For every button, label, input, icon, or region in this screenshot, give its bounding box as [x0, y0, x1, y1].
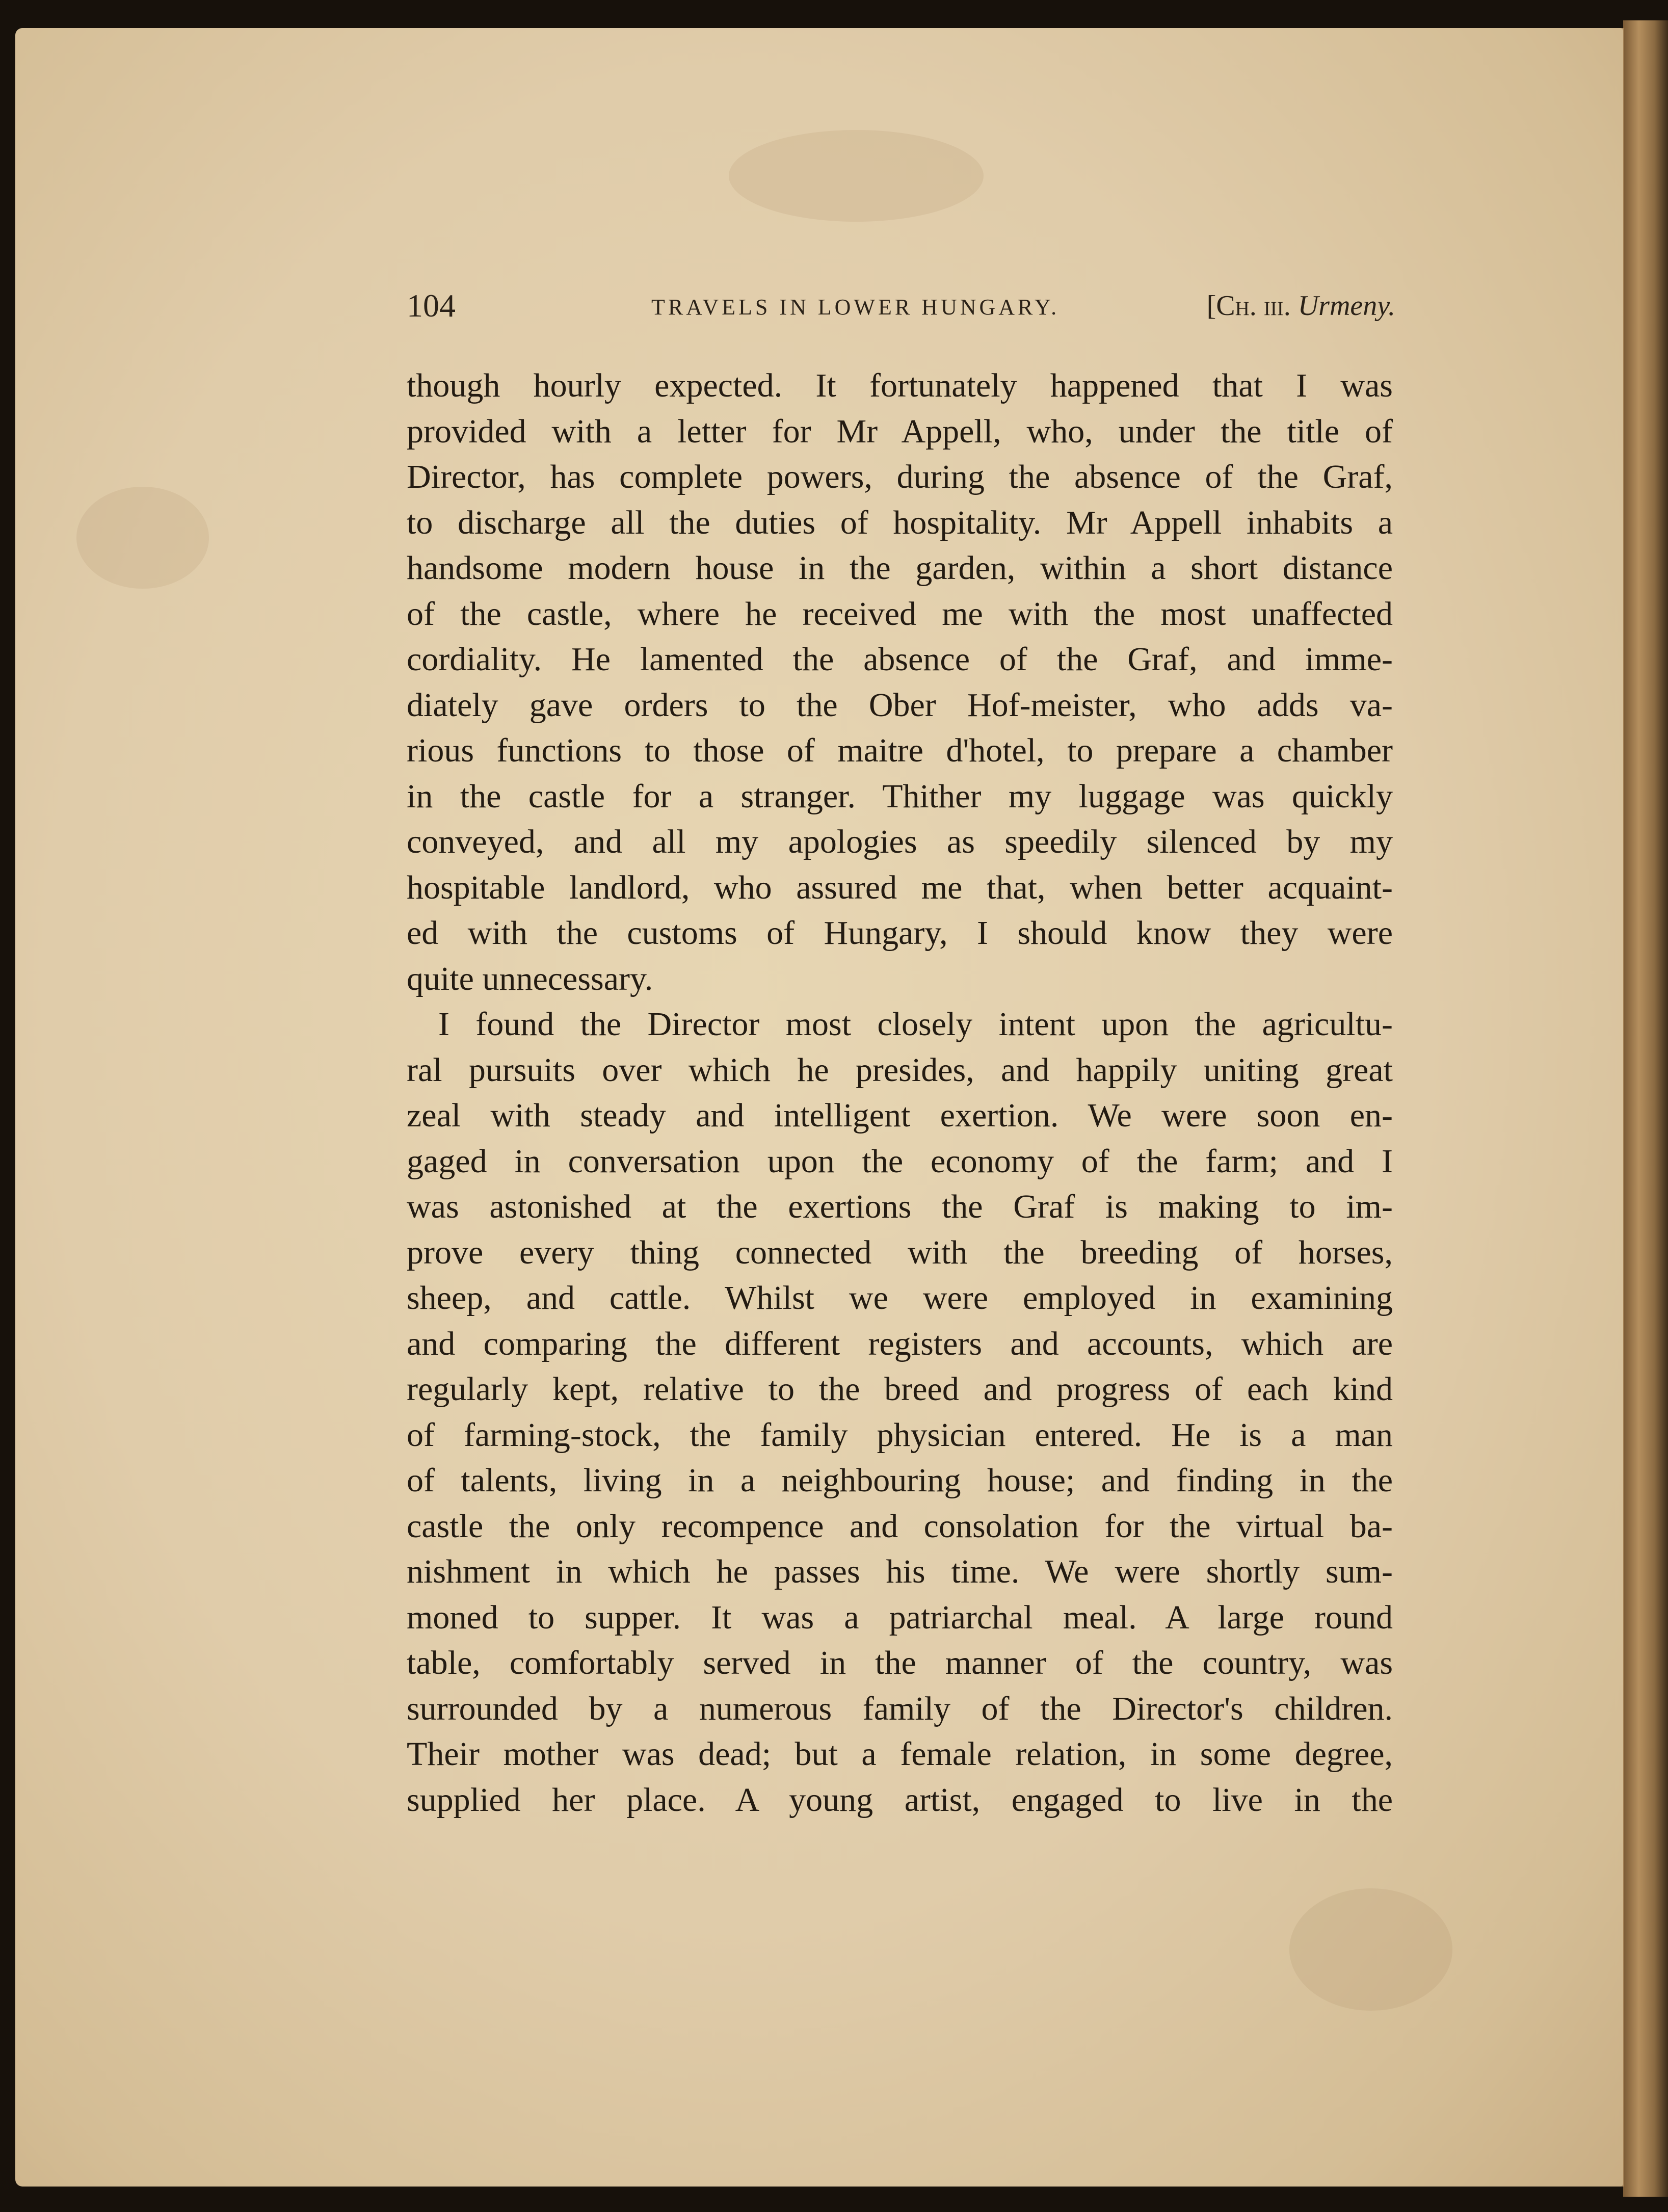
chapter-place: Urmeny. — [1298, 290, 1395, 322]
paper-stain — [76, 487, 209, 589]
text-line: in the castle for a stranger. Thither my luggage was quickly — [407, 777, 1393, 815]
text-line: supplied her place. A young artist, engaged to live in the — [407, 1781, 1393, 1819]
text-line: of talents, living in a neighbouring house; and finding in the — [407, 1462, 1393, 1499]
paragraph-1 — [407, 363, 1393, 1002]
running-head — [407, 283, 1395, 329]
text-line: rious functions to those of maitre d'hotel, to prepare a chamber — [407, 732, 1393, 769]
text-line: zeal with steady and intelligent exertion. We were soon en- — [407, 1097, 1393, 1134]
text-line: moned to supper. It was a patriarchal meal. A large round — [407, 1598, 1393, 1636]
text-line: ral pursuits over which he presides, and happily uniting great — [407, 1051, 1393, 1089]
text-line: surrounded by a numerous family of the Director's children. — [407, 1690, 1393, 1727]
paragraph-2 — [407, 1002, 1393, 1823]
text-line: gaged in conversation upon the economy of the farm; and I — [407, 1142, 1393, 1180]
text-line: regularly kept, relative to the breed and progress of each kind — [407, 1371, 1393, 1408]
text-line: Their mother was dead; but a female relation, in some degree, — [407, 1735, 1393, 1773]
text-line: to discharge all the duties of hospitality. Mr Appell inhabits a — [407, 504, 1393, 541]
text-line: provided with a letter for Mr Appell, who, under the title of — [407, 412, 1393, 450]
text-line: of the castle, where he received me with the most unaffected — [407, 595, 1393, 633]
text-line: though hourly expected. It fortunately happened that I was — [407, 367, 1393, 404]
text-line: sheep, and cattle. Whilst we were employed in examining — [407, 1279, 1393, 1316]
text-line: hospitable landlord, who assured me that, when better acquaint- — [407, 868, 1393, 906]
text-line: prove every thing connected with the breeding of horses, — [407, 1233, 1393, 1271]
body-text — [407, 363, 1393, 1823]
text-line: ed with the customs of Hungary, I should know they were — [407, 914, 1393, 952]
text-line: nishment in which he passes his time. We were shortly sum- — [407, 1553, 1393, 1590]
text-line: quite unnecessary. — [407, 960, 653, 997]
chapter-label: [Ch. iii. — [1206, 290, 1291, 322]
text-line: was astonished at the exertions the Graf is making to im- — [407, 1188, 1393, 1225]
text-line: handsome modern house in the garden, within a short distance — [407, 549, 1393, 587]
running-title: TRAVELS IN LOWER HUNGARY. — [651, 295, 1060, 320]
text-line: cordiality. He lamented the absence of the Graf, and imme- — [407, 641, 1393, 678]
text-line: I found the Director most closely intent upon the agricultu- — [438, 1006, 1393, 1043]
paper-stain — [1289, 1888, 1452, 2011]
text-line: of farming-stock, the family physician entered. He is a man — [407, 1416, 1393, 1454]
page-number: 104 — [407, 287, 456, 324]
book-spine — [1623, 20, 1668, 2197]
text-line: table, comfortably served in the manner of the country, was — [407, 1644, 1393, 1681]
text-line: diately gave orders to the Ober Hof-meister, who adds va- — [407, 686, 1393, 724]
text-line: and comparing the different registers and accounts, which are — [407, 1325, 1393, 1362]
text-line: castle the only recompence and consolation for the virtual ba- — [407, 1507, 1393, 1545]
text-line: conveyed, and all my apologies as speedily silenced by my — [407, 823, 1393, 860]
chapter-reference — [1207, 283, 1395, 329]
text-line: Director, has complete powers, during the absence of the Graf, — [407, 458, 1393, 495]
paper-stain — [729, 130, 984, 222]
